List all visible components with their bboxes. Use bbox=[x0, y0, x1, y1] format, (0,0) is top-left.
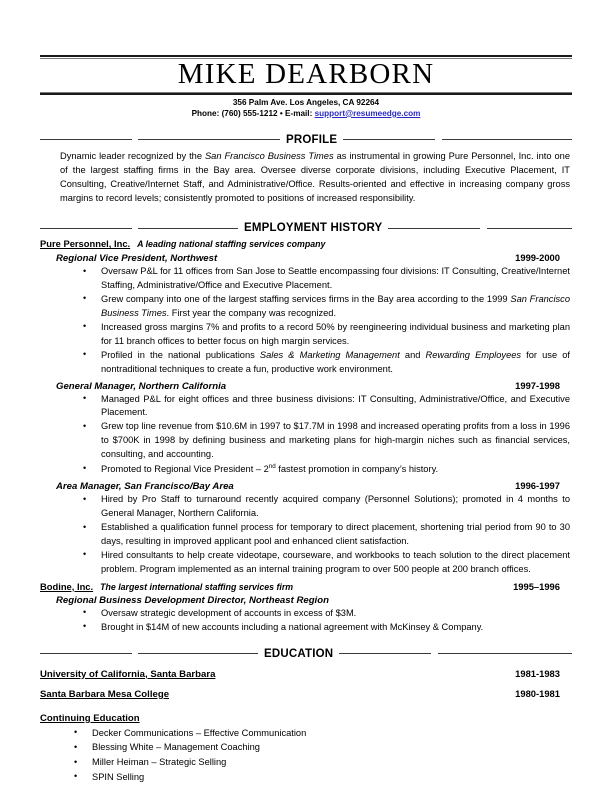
bullet-item bbox=[79, 393, 570, 421]
rule-right bbox=[339, 653, 572, 654]
education-school-name: Santa Barbara Mesa College bbox=[40, 688, 170, 700]
rule-left bbox=[40, 139, 280, 140]
role-bullet-list bbox=[40, 493, 572, 577]
role-dates: 1997-1998 bbox=[515, 379, 560, 391]
education-list bbox=[40, 668, 572, 700]
education-school-name: University of California, Santa Barbara bbox=[40, 668, 216, 680]
section-title-employment: EMPLOYMENT HISTORY bbox=[244, 222, 383, 235]
bullet-text: and bbox=[399, 349, 426, 360]
company-tagline: The largest international staffing services firm bbox=[100, 581, 294, 592]
profile-paragraph bbox=[40, 149, 572, 206]
company-tagline: A leading national staffing services company bbox=[137, 239, 326, 250]
bullet-item bbox=[79, 462, 570, 477]
bullet-text: Oversaw P&L for 11 offices from San Jose to Seattle encompassing four divisions: IT Consulting, Creative/Internet Staffing, Administrative/Office and Executive Placement. bbox=[101, 266, 570, 290]
rule-left bbox=[40, 653, 258, 654]
bullet-item bbox=[79, 321, 570, 349]
continuing-education-item: • SPIN Selling bbox=[72, 770, 572, 785]
bullet-item bbox=[79, 349, 570, 377]
bullet-item bbox=[79, 621, 570, 635]
contact-email-link[interactable]: support@resumeedge.com bbox=[314, 108, 421, 118]
resume-header bbox=[40, 55, 572, 95]
education-row bbox=[40, 668, 572, 680]
company-block bbox=[40, 238, 572, 577]
bullet-text: fastest promotion in company’s history. bbox=[275, 464, 439, 475]
bullet-italic-text: San Francisco Business Times bbox=[101, 293, 570, 318]
role-bullet-list bbox=[40, 607, 572, 635]
bullet-text: Oversaw strategic development of accounts in excess of $3M. bbox=[101, 607, 357, 618]
bullet-text: . First year the company was recognized. bbox=[166, 307, 337, 318]
bullet-text: Promoted to Regional Vice President – 2 bbox=[101, 464, 269, 475]
rule-right bbox=[388, 228, 572, 229]
role-row bbox=[40, 595, 572, 606]
bullet-text: Hired consultants to help create videotape, courseware, and workbooks to teach solution to the direct placement problem. Program implemented as an internal training program to over 500 people at 200 branch offices. bbox=[101, 549, 570, 574]
bullet-text: Grew top line revenue from $10.6M in 1997 to $17.7M in 1998 and increased operating profits from a loss in 1996 to $700K in 1998 by defining business and marketing plans for high-margin niches such as financial services, consulting, and accounting. bbox=[101, 421, 570, 460]
role-bullet-list bbox=[40, 265, 572, 377]
company-row bbox=[40, 581, 572, 592]
employment-list bbox=[40, 238, 572, 635]
company-dates: 1995–1996 bbox=[513, 580, 560, 592]
role-row bbox=[40, 480, 572, 492]
section-header-education bbox=[40, 648, 572, 660]
contact-separator: • bbox=[279, 108, 283, 118]
bullet-text: Managed P&L for eight offices and three business divisions: IT Consulting, Administrative/Office, and Executive Placement. bbox=[101, 393, 570, 418]
bullet-item bbox=[79, 521, 570, 549]
bullet-item bbox=[79, 549, 570, 577]
profile-italic-publication: San Francisco Business Times bbox=[204, 150, 334, 161]
role-bullet-list bbox=[40, 393, 572, 478]
education-dates: 1981-1983 bbox=[515, 667, 560, 679]
role-title: Regional Business Development Director, Northeast Region bbox=[56, 594, 329, 606]
contact-block bbox=[40, 95, 572, 120]
section-header-employment bbox=[40, 222, 572, 234]
company-row bbox=[40, 238, 572, 249]
company-block bbox=[40, 581, 572, 635]
role-title: General Manager, Northern California bbox=[56, 380, 227, 392]
rule-right bbox=[343, 139, 572, 140]
role-title: Regional Vice President, Northwest bbox=[56, 253, 218, 265]
bullet-item bbox=[79, 420, 570, 462]
bullet-text: Hired by Pro Staff to turnaround recently acquired company (Personnel Solutions); promoted in 4 months to General Manager, Northern California. bbox=[101, 494, 570, 519]
bullet-italic-text: Rewarding Employees bbox=[425, 349, 522, 360]
bullet-item bbox=[79, 493, 570, 521]
role-row bbox=[40, 380, 572, 392]
continuing-education-title: Continuing Education bbox=[40, 712, 140, 724]
bullet-italic-text: Sales & Marketing Management bbox=[259, 349, 400, 360]
company-name: Bodine, Inc. bbox=[40, 580, 94, 592]
section-header-profile bbox=[40, 134, 572, 146]
bullet-text: Brought in $14M of new accounts including a national agreement with McKinsey & Company. bbox=[101, 621, 484, 632]
section-title-education: EDUCATION bbox=[264, 647, 334, 660]
profile-text-1: Dynamic leader recognized by the bbox=[60, 150, 205, 161]
company-name: Pure Personnel, Inc. bbox=[40, 238, 131, 250]
education-row bbox=[40, 688, 572, 700]
bullet-item bbox=[79, 265, 570, 293]
candidate-name: MIKE DEARBORN bbox=[177, 58, 435, 90]
contact-address: 356 Palm Ave. Los Angeles, CA 92264 bbox=[232, 97, 380, 107]
bullet-text: nd bbox=[268, 463, 276, 471]
role-dates: 1999-2000 bbox=[515, 252, 560, 264]
bullet-text: Established a qualification funnel process for temporary to direct placement, shortening trial period from 90 to 30 days, resulting in improved applicant pool and enhanced client satisfaction. bbox=[101, 522, 570, 547]
continuing-education-item: • Miller Heiman – Strategic Selling bbox=[72, 755, 572, 770]
continuing-education-item: • Blessing White – Management Coaching bbox=[72, 740, 572, 755]
bullet-text: Increased gross margins 7% and profits to a record 50% by reengineering individual business and marketing plan for 11 branch offices to better focus on high margin services. bbox=[101, 321, 570, 346]
contact-phone-email bbox=[40, 109, 572, 120]
contact-phone: Phone: (760) 555-1212 bbox=[191, 108, 278, 118]
bullet-text: Profiled in the national publications bbox=[101, 349, 260, 360]
role-dates: 1996-1997 bbox=[515, 480, 560, 492]
contact-email-label: E-mail: bbox=[285, 108, 313, 118]
name-rule-inner bbox=[40, 58, 572, 93]
bullet-item bbox=[79, 607, 570, 621]
role-title: Area Manager, San Francisco/Bay Area bbox=[56, 481, 234, 493]
continuing-education-list bbox=[40, 726, 572, 785]
bullet-text: for use of nontraditional techniques to create a fun, productive work environment. bbox=[101, 349, 570, 374]
profile-text-2: as instrumental in growing Pure Personnel, Inc. into one of the largest staffing firms in the Bay area. Oversee diverse corporate divisions, including Executive Placement, IT Consulting, Creative/Internet Staff, and Administrative/Office. Results-oriented and effective in increasing company gross margins to record levels; consistently promoted to positions of increased responsibility. bbox=[60, 150, 570, 203]
role-row bbox=[40, 252, 572, 264]
bullet-text: Grew company into one of the largest staffing services firms in the Bay area according to the 1999 bbox=[101, 293, 511, 304]
section-title-profile: PROFILE bbox=[286, 133, 338, 146]
bullet-item bbox=[79, 293, 570, 321]
rule-left bbox=[40, 228, 238, 229]
education-dates: 1980-1981 bbox=[515, 687, 560, 699]
continuing-education-item: • Decker Communications – Effective Communication bbox=[72, 726, 572, 741]
